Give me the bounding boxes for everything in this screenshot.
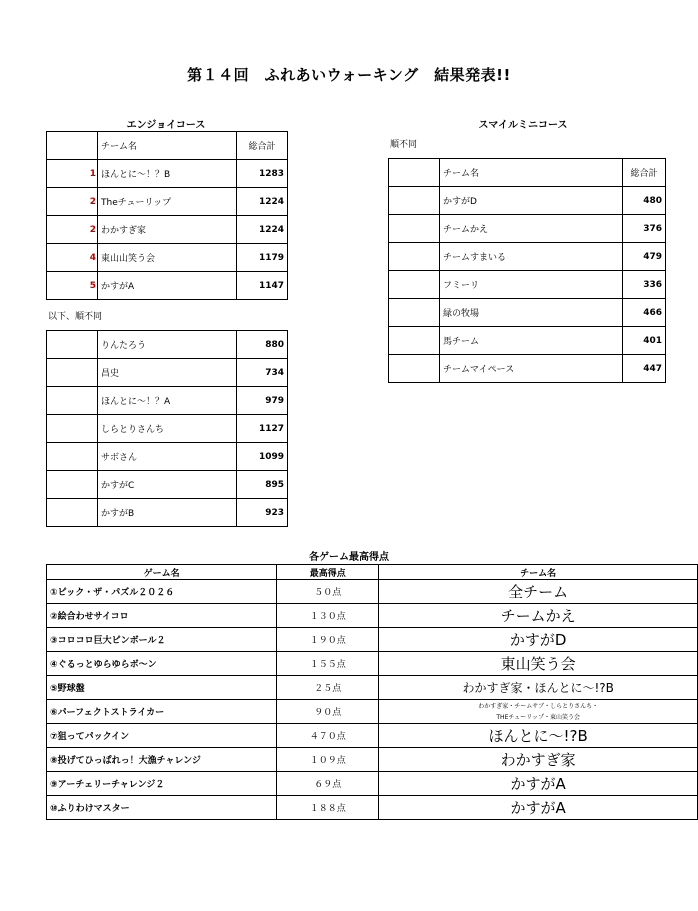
table-row bbox=[47, 724, 698, 748]
games-header-row bbox=[47, 565, 698, 580]
high-score-cell: ９０点 bbox=[277, 700, 379, 724]
enjoy-ranked-table bbox=[46, 131, 288, 300]
table-row bbox=[47, 499, 288, 527]
rank-cell: 2 bbox=[47, 188, 98, 216]
header-game-name: ゲーム名 bbox=[47, 565, 277, 580]
team-name-cell: りんたろう bbox=[98, 331, 237, 359]
total-cell: 447 bbox=[623, 355, 666, 383]
high-score-cell: １８８点 bbox=[277, 796, 379, 820]
team-name-cell: チームマイペース bbox=[440, 355, 623, 383]
total-cell: 734 bbox=[237, 359, 288, 387]
table-row bbox=[47, 272, 288, 300]
team-name-cell: しらとりさんち bbox=[98, 415, 237, 443]
winning-team-cell bbox=[379, 700, 698, 724]
total-cell: 895 bbox=[237, 471, 288, 499]
game-name-cell: ⑦狙ってパックイン bbox=[47, 724, 277, 748]
winning-team-text: わかすぎ家・ほんとに～!?B bbox=[462, 681, 614, 695]
table-row bbox=[47, 216, 288, 244]
total-cell: 401 bbox=[623, 327, 666, 355]
game-name-cell: ①ピック・ザ・パズル２０２６ bbox=[47, 580, 277, 604]
total-cell: 336 bbox=[623, 271, 666, 299]
rank-cell: 1 bbox=[47, 160, 98, 188]
team-name-cell: チームかえ bbox=[440, 215, 623, 243]
total-cell: 376 bbox=[623, 215, 666, 243]
total-cell: 1224 bbox=[237, 188, 288, 216]
team-name-cell: ほんとに～！？A bbox=[98, 387, 237, 415]
blank-cell bbox=[47, 443, 98, 471]
table-row bbox=[47, 748, 698, 772]
high-score-cell: ２５点 bbox=[277, 676, 379, 700]
table-row bbox=[47, 443, 288, 471]
winning-team-cell bbox=[379, 604, 698, 628]
header-total: 総合計 bbox=[623, 159, 666, 187]
high-score-cell: ４７０点 bbox=[277, 724, 379, 748]
table-header-row bbox=[47, 132, 288, 160]
high-score-cell: ６９点 bbox=[277, 772, 379, 796]
table-row bbox=[47, 796, 698, 820]
table-row bbox=[47, 604, 698, 628]
table-row bbox=[389, 271, 666, 299]
table-row bbox=[47, 580, 698, 604]
blank-cell bbox=[47, 499, 98, 527]
blank-cell bbox=[389, 327, 440, 355]
smile-table bbox=[388, 158, 666, 383]
total-cell: 1147 bbox=[237, 272, 288, 300]
blank-cell bbox=[389, 299, 440, 327]
winning-team-text: わかすぎ家 bbox=[500, 751, 576, 769]
enjoy-unordered-note: 以下、順不同 bbox=[48, 312, 103, 322]
winning-team-text: 東山笑う会 bbox=[500, 655, 576, 673]
high-score-cell: １０９点 bbox=[277, 748, 379, 772]
header-total: 総合計 bbox=[237, 132, 288, 160]
winning-team-text: かすがA bbox=[510, 799, 566, 817]
winning-team-cell bbox=[379, 580, 698, 604]
header-team-name: チーム名 bbox=[440, 159, 623, 187]
total-cell: 1127 bbox=[237, 415, 288, 443]
header-blank-cell bbox=[47, 132, 98, 160]
blank-cell bbox=[389, 271, 440, 299]
table-row bbox=[47, 676, 698, 700]
games-table bbox=[46, 564, 698, 820]
table-row bbox=[47, 628, 698, 652]
games-title: 各ゲーム最高得点 bbox=[309, 552, 389, 563]
game-name-cell: ③コロコロ巨大ピンボール２ bbox=[47, 628, 277, 652]
winning-team-text: かすがD bbox=[509, 631, 567, 649]
winning-team-cell bbox=[379, 724, 698, 748]
team-name-cell: かすがA bbox=[98, 272, 237, 300]
team-name-cell: 緑の牧場 bbox=[440, 299, 623, 327]
table-row bbox=[389, 187, 666, 215]
game-name-cell: ⑩ふりわけマスター bbox=[47, 796, 277, 820]
total-cell: 1224 bbox=[237, 216, 288, 244]
winning-team-text: かすがA bbox=[510, 775, 566, 793]
winning-team-cell bbox=[379, 652, 698, 676]
blank-cell bbox=[47, 331, 98, 359]
winning-team-cell bbox=[379, 796, 698, 820]
team-name-cell: チームすまいる bbox=[440, 243, 623, 271]
smile-unordered-note: 順不同 bbox=[390, 140, 418, 150]
rank-cell: 2 bbox=[47, 216, 98, 244]
total-cell: 979 bbox=[237, 387, 288, 415]
winning-team-text: チームかえ bbox=[500, 607, 576, 625]
blank-cell bbox=[47, 415, 98, 443]
winning-team-text: 全チーム bbox=[508, 583, 569, 601]
winning-team-cell bbox=[379, 628, 698, 652]
table-row bbox=[47, 700, 698, 724]
team-name-cell: わかすぎ家 bbox=[98, 216, 237, 244]
team-name-cell: サボさん bbox=[98, 443, 237, 471]
blank-cell bbox=[47, 387, 98, 415]
game-name-cell: ②絵合わせサイコロ bbox=[47, 604, 277, 628]
table-row bbox=[47, 359, 288, 387]
smile-course-title: スマイルミニコース bbox=[478, 120, 568, 131]
table-row bbox=[47, 244, 288, 272]
total-cell: 880 bbox=[237, 331, 288, 359]
table-row bbox=[47, 471, 288, 499]
header-team-name: チーム名 bbox=[379, 565, 698, 580]
team-name-cell: 東山山笑う会 bbox=[98, 244, 237, 272]
table-row bbox=[389, 355, 666, 383]
game-name-cell: ⑥パーフェクトストライカー bbox=[47, 700, 277, 724]
blank-cell bbox=[389, 187, 440, 215]
high-score-cell: １３０点 bbox=[277, 604, 379, 628]
game-name-cell: ⑨アーチェリーチャレンジ２ bbox=[47, 772, 277, 796]
winning-team-cell bbox=[379, 748, 698, 772]
high-score-cell: １５５点 bbox=[277, 652, 379, 676]
total-cell: 1179 bbox=[237, 244, 288, 272]
blank-cell bbox=[389, 355, 440, 383]
header-high-score: 最高得点 bbox=[277, 565, 379, 580]
header-team-name: チーム名 bbox=[98, 132, 237, 160]
table-row bbox=[389, 215, 666, 243]
game-name-cell: ⑤野球盤 bbox=[47, 676, 277, 700]
table-row bbox=[47, 331, 288, 359]
team-name-cell: フミーリ bbox=[440, 271, 623, 299]
blank-cell bbox=[47, 359, 98, 387]
total-cell: 466 bbox=[623, 299, 666, 327]
table-row bbox=[47, 387, 288, 415]
table-header-row bbox=[389, 159, 666, 187]
winning-team-text-line2: THEチューリップ・東山笑う会 bbox=[496, 713, 580, 721]
blank-cell bbox=[389, 243, 440, 271]
high-score-cell: １９０点 bbox=[277, 628, 379, 652]
table-row bbox=[389, 243, 666, 271]
enjoy-others-table bbox=[46, 330, 288, 527]
table-row bbox=[389, 327, 666, 355]
page-title: 第１４回 ふれあいウォーキング 結果発表!! bbox=[187, 66, 511, 84]
winning-team-cell bbox=[379, 772, 698, 796]
game-name-cell: ⑧投げてひっぱれっ！大漁チャレンジ bbox=[47, 748, 277, 772]
enjoy-course-title: エンジョイコース bbox=[126, 120, 206, 131]
winning-team-cell bbox=[379, 676, 698, 700]
header-blank-cell bbox=[389, 159, 440, 187]
total-cell: 1099 bbox=[237, 443, 288, 471]
table-row bbox=[389, 299, 666, 327]
high-score-cell: ５０点 bbox=[277, 580, 379, 604]
rank-cell: 4 bbox=[47, 244, 98, 272]
team-name-cell: かすがD bbox=[440, 187, 623, 215]
total-cell: 480 bbox=[623, 187, 666, 215]
winning-team-text: ほんとに～!?B bbox=[488, 727, 588, 745]
team-name-cell: 昌史 bbox=[98, 359, 237, 387]
table-row bbox=[47, 188, 288, 216]
total-cell: 923 bbox=[237, 499, 288, 527]
team-name-cell: かすがB bbox=[98, 499, 237, 527]
team-name-cell: ほんとに～！？B bbox=[98, 160, 237, 188]
blank-cell bbox=[47, 471, 98, 499]
table-row bbox=[47, 652, 698, 676]
team-name-cell: Theチューリップ bbox=[98, 188, 237, 216]
total-cell: 1283 bbox=[237, 160, 288, 188]
rank-cell: 5 bbox=[47, 272, 98, 300]
game-name-cell: ④ぐるっとゆらゆらボ～ン bbox=[47, 652, 277, 676]
table-row bbox=[47, 772, 698, 796]
winning-team-text: わかすぎ家・チームサブ・しらとりさんち・ bbox=[478, 702, 599, 710]
team-name-cell: かすがC bbox=[98, 471, 237, 499]
team-name-cell: 馬チーム bbox=[440, 327, 623, 355]
total-cell: 479 bbox=[623, 243, 666, 271]
table-row bbox=[47, 160, 288, 188]
table-row bbox=[47, 415, 288, 443]
blank-cell bbox=[389, 215, 440, 243]
